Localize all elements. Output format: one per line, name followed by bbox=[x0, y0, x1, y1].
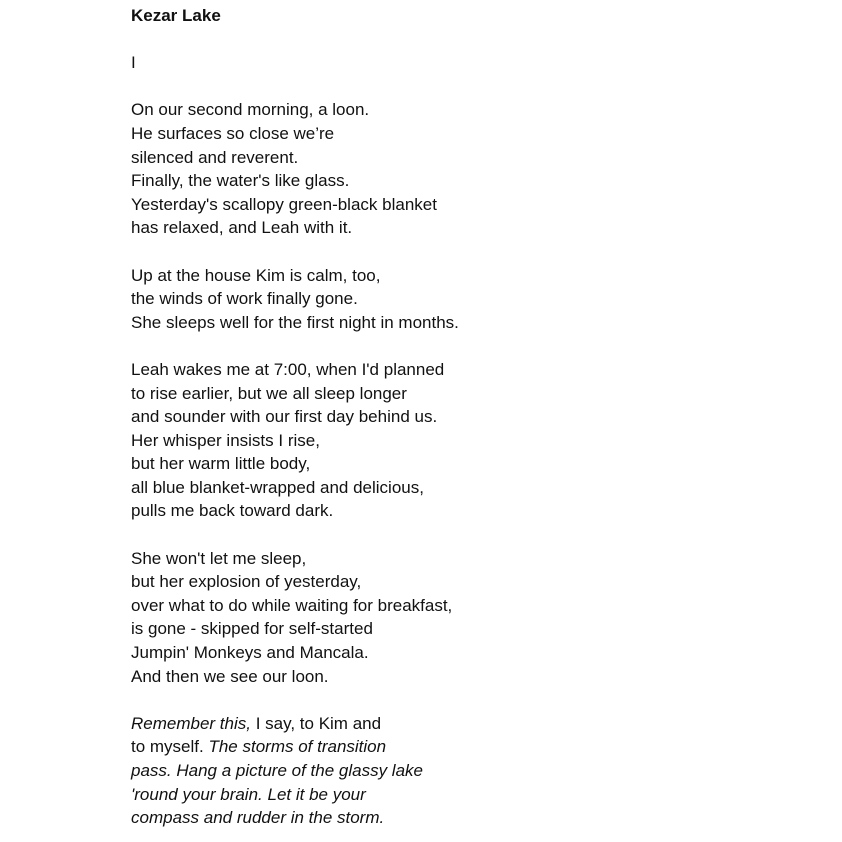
poem-line: Yesterday's scallopy green-black blanket bbox=[131, 194, 437, 214]
poem-line: Leah wakes me at 7:00, when I'd planned bbox=[131, 359, 445, 379]
poem-line: but her warm little body, bbox=[131, 454, 311, 474]
poem-line: pulls me back toward dark. bbox=[131, 501, 334, 521]
stanza-5 bbox=[131, 712, 811, 830]
poem-line: He surfaces so close we’re bbox=[131, 123, 335, 143]
italic-phrase: Remember this, bbox=[131, 713, 251, 733]
poem-line: Her whisper insists I rise, bbox=[131, 430, 320, 450]
poem-line bbox=[131, 759, 811, 783]
spacer bbox=[131, 688, 811, 712]
section-number: I bbox=[131, 53, 136, 73]
poem-line bbox=[131, 783, 811, 807]
stanza-4 bbox=[131, 547, 811, 689]
italic-phrase: pass. Hang a picture of the glassy lake bbox=[131, 761, 423, 780]
spacer bbox=[131, 75, 811, 99]
poem-line bbox=[131, 712, 811, 736]
plain-phrase: I say, to Kim and bbox=[250, 713, 382, 733]
poem-line: over what to do while waiting for breakfast, bbox=[131, 595, 453, 615]
stanza-3 bbox=[131, 358, 811, 523]
poem-title: Kezar Lake bbox=[131, 6, 221, 25]
poem-line: She won't let me sleep, bbox=[131, 548, 307, 568]
spacer bbox=[131, 240, 811, 264]
poem-line: And then we see our loon. bbox=[131, 666, 329, 686]
italic-phrase: The storms of transition bbox=[208, 737, 387, 757]
poem-line bbox=[131, 806, 811, 830]
poem-line: She sleeps well for the first night in months. bbox=[131, 312, 459, 332]
poem-line: has relaxed, and Leah with it. bbox=[131, 218, 353, 238]
poem-line: Up at the house Kim is calm, too, bbox=[131, 265, 381, 285]
spacer bbox=[131, 28, 811, 52]
spacer bbox=[131, 523, 811, 547]
poem-line: the winds of work finally gone. bbox=[131, 289, 358, 309]
poem-line: all blue blanket-wrapped and delicious, bbox=[131, 477, 424, 497]
poem-line: silenced and reverent. bbox=[131, 147, 299, 167]
poem-line: Jumpin' Monkeys and Mancala. bbox=[131, 643, 369, 663]
poem-line: to rise earlier, but we all sleep longer bbox=[131, 383, 407, 403]
poem bbox=[131, 4, 811, 830]
spacer bbox=[131, 334, 811, 358]
poem-line bbox=[131, 735, 811, 759]
stanza-1 bbox=[131, 98, 811, 240]
italic-phrase: compass and rudder in the storm. bbox=[131, 808, 385, 828]
poem-line: is gone - skipped for self-started bbox=[131, 619, 373, 639]
plain-phrase: to myself. bbox=[131, 737, 209, 757]
italic-phrase: 'round your brain. Let it be your bbox=[131, 784, 366, 804]
poem-line: Finally, the water's like glass. bbox=[131, 171, 350, 191]
poem-line: but her explosion of yesterday, bbox=[131, 572, 362, 592]
poem-line: and sounder with our first day behind us. bbox=[131, 407, 438, 427]
stanza-2 bbox=[131, 264, 811, 335]
poem-line: On our second morning, a loon. bbox=[131, 100, 370, 120]
